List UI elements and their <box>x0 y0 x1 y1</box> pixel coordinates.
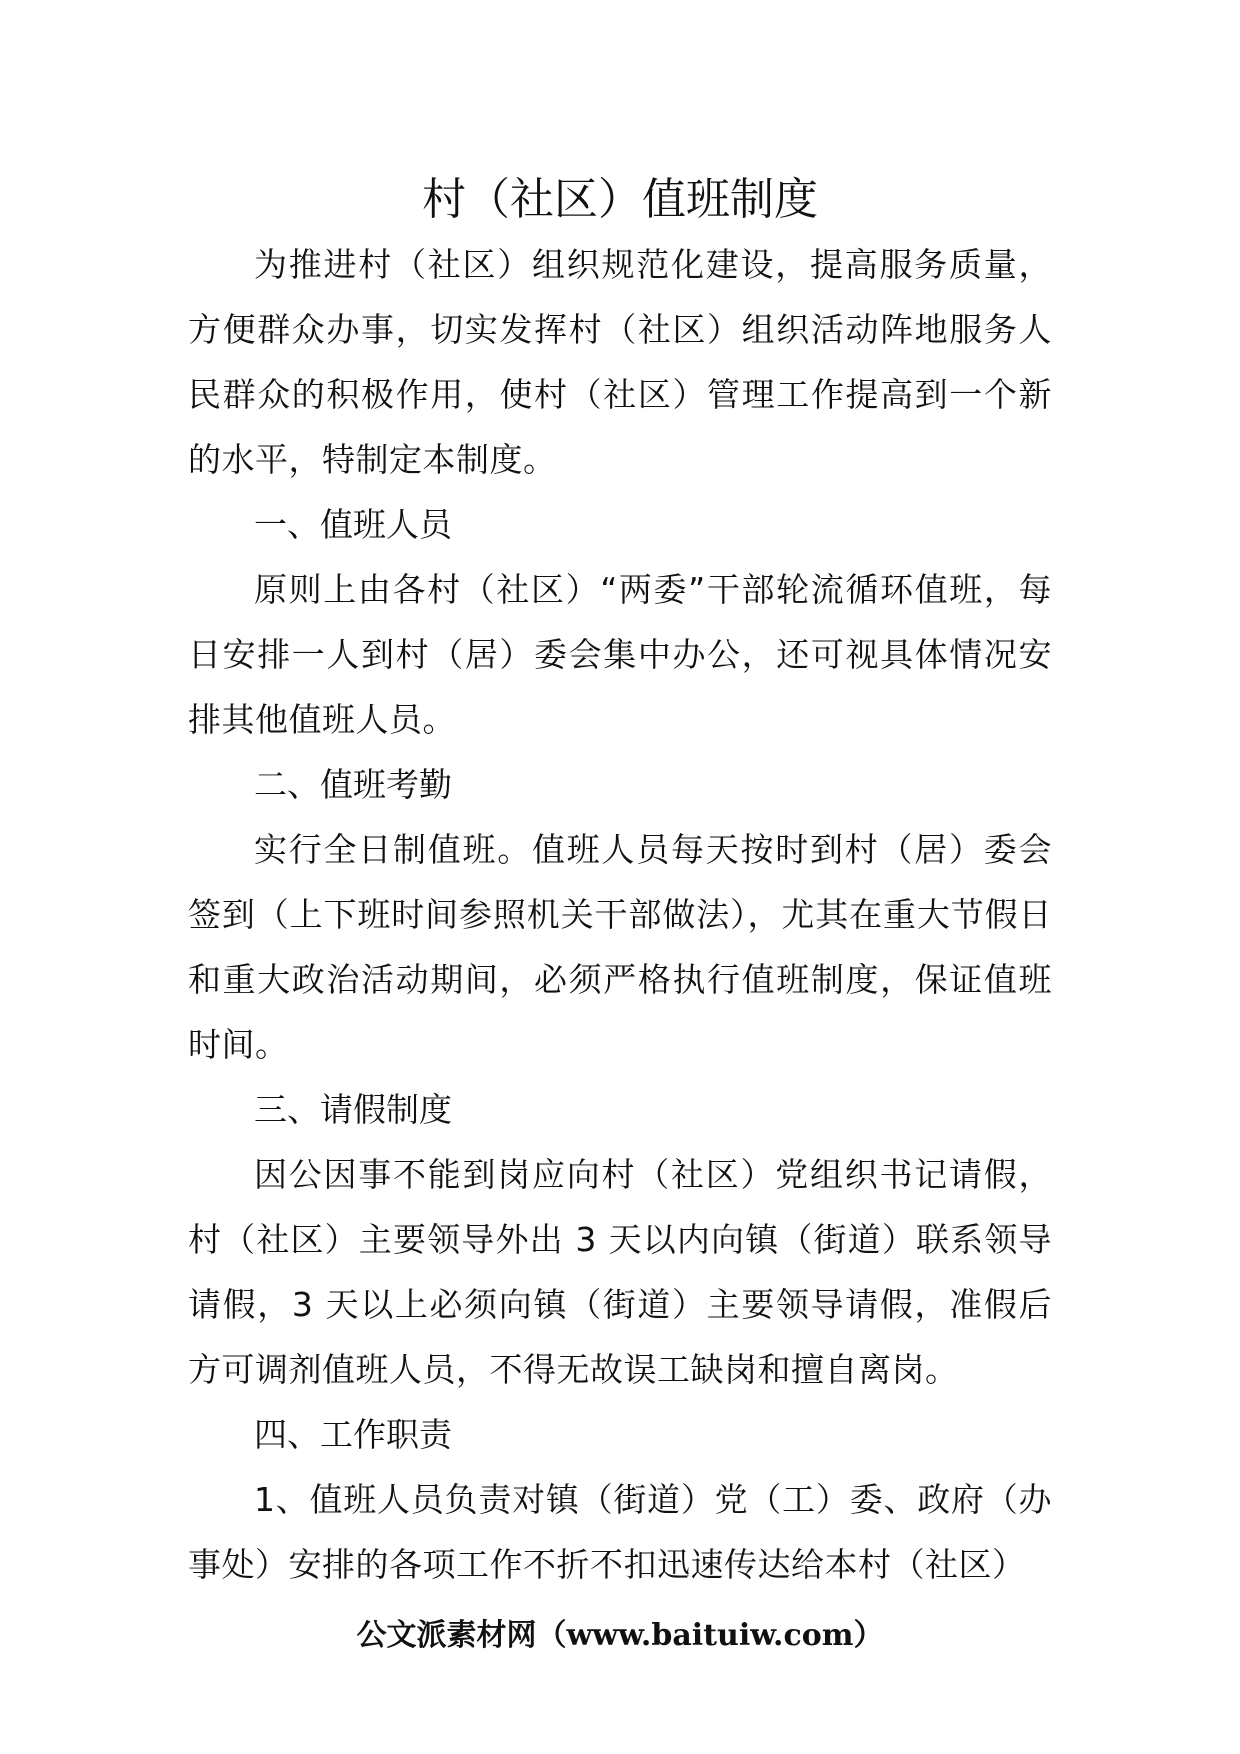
section-body: 1、值班人员负责对镇（街道）党（工）委、政府（办事处）安排的各项工作不折不扣迅速传达给本村（社区） <box>188 1480 1052 1584</box>
section-heading: 二、值班考勤 <box>254 765 452 804</box>
intro-paragraph: 为推进村（社区）组织规范化建设，提高服务质量，方便群众办事，切实发挥村（社区）组织活动阵地服务人民群众的积极作用，使村（社区）管理工作提高到一个新的水平，特制定本制度。 <box>188 245 1052 479</box>
section-body: 原则上由各村（社区）“两委”干部轮流循环值班，每日安排一人到村（居）委会集中办公，还可视具体情况安排其他值班人员。 <box>188 570 1052 739</box>
section-heading: 一、值班人员 <box>254 505 452 544</box>
document-body <box>188 232 1052 1597</box>
section-heading: 四、工作职责 <box>254 1415 452 1454</box>
section-heading: 三、请假制度 <box>254 1090 452 1129</box>
section-body: 实行全日制值班。值班人员每天按时到村（居）委会签到（上下班时间参照机关干部做法），尤其在重大节假日和重大政治活动期间，必须严格执行值班制度，保证值班时间。 <box>188 830 1052 1064</box>
section-body: 因公因事不能到岗应向村（社区）党组织书记请假，村（社区）主要领导外出 3 天以内向镇（街道）联系领导请假，3 天以上必须向镇（街道）主要领导请假，准假后方可调剂值班人员，不得无故误工缺岗和擅自离岗。 <box>188 1155 1052 1389</box>
footer-watermark: 公文派素材网（www.baituiw.com） <box>356 1618 884 1653</box>
document-title: 村（社区）值班制度 <box>422 174 818 225</box>
